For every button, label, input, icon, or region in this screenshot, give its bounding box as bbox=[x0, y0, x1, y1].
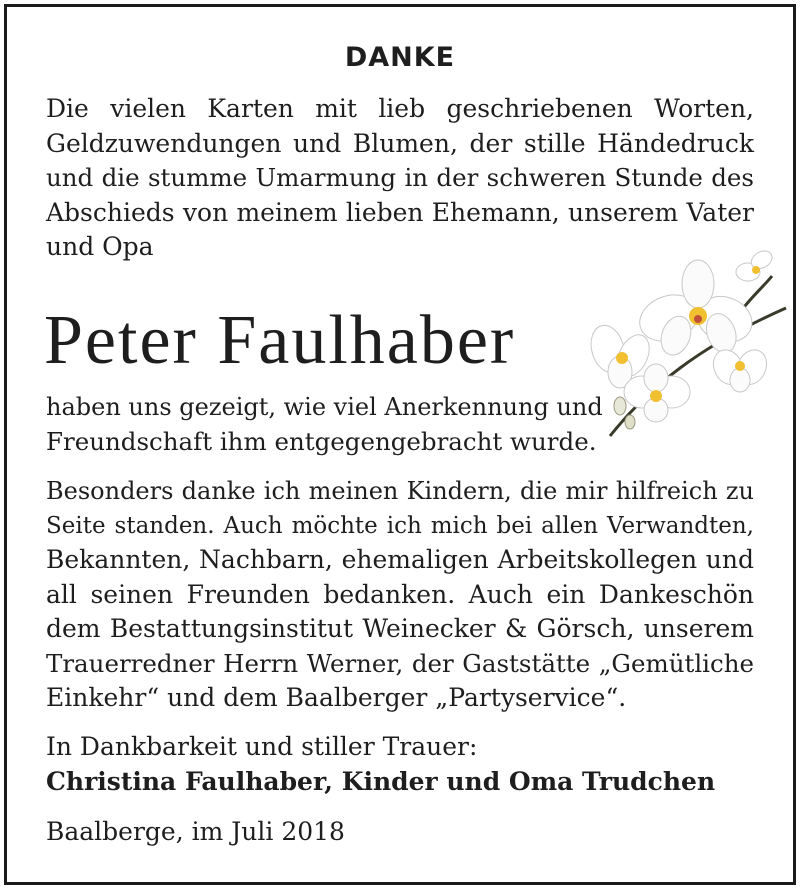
orchid-bud bbox=[625, 415, 635, 429]
closing-block bbox=[46, 730, 754, 799]
gratitude-line: haben uns gezeigt, wie viel Anerkennung und bbox=[46, 393, 603, 421]
gratitude-line: Freundschaft ihm entgegengebracht wurde. bbox=[46, 426, 597, 456]
orchid-icon bbox=[590, 246, 790, 446]
orchid-flower bbox=[708, 345, 772, 392]
orchid-flower bbox=[736, 247, 775, 281]
thanks-line: Besonders danke ich meinen Kindern, die mir hilfreich zu bbox=[46, 477, 754, 505]
notice-heading: DANKE bbox=[344, 42, 456, 73]
intro-line: und Opa bbox=[46, 232, 154, 261]
closing-text: In Dankbarkeit und stiller Trauer: bbox=[46, 732, 478, 761]
intro-line: Die vielen Karten mit lieb geschriebenen Worten, bbox=[46, 94, 754, 123]
intro-line: Abschieds von meinem lieben Ehemann, unserem Vater bbox=[46, 197, 754, 227]
thanks-line: all seinen Freunden bedanken. Auch ein Dankeschön bbox=[46, 579, 754, 609]
thanks-line: dem Bestattungsinstitut Weinecker & Görsch, unserem bbox=[46, 614, 754, 643]
thanks-line: Trauerredner Herrn Werner, der Gaststätte „Gemütliche bbox=[46, 648, 754, 678]
place-date: Baalberge, im Juli 2018 bbox=[46, 817, 345, 846]
deceased-name: Peter Faulhaber bbox=[44, 302, 516, 379]
signatories: Christina Faulhaber, Kinder und Oma Trudchen bbox=[46, 766, 716, 796]
intro-line: und die stumme Umarmung in der schweren Stunde des bbox=[46, 163, 754, 192]
thanks-paragraph bbox=[46, 474, 754, 716]
gratitude-sentence bbox=[46, 390, 606, 459]
intro-line: Geldzuwendungen und Blumen, der stille Händedruck bbox=[46, 128, 754, 158]
thanks-line: Einkehr“ und dem Baalberger „Partyservice“. bbox=[46, 683, 627, 712]
thanks-line: Seite standen. Auch möchte ich mich bei allen Verwandten, bbox=[46, 512, 754, 539]
orchid-bud bbox=[614, 397, 626, 415]
thanks-line: Bekannten, Nachbarn, ehemaligen Arbeitskollegen und bbox=[46, 545, 754, 574]
intro-paragraph bbox=[46, 92, 754, 265]
